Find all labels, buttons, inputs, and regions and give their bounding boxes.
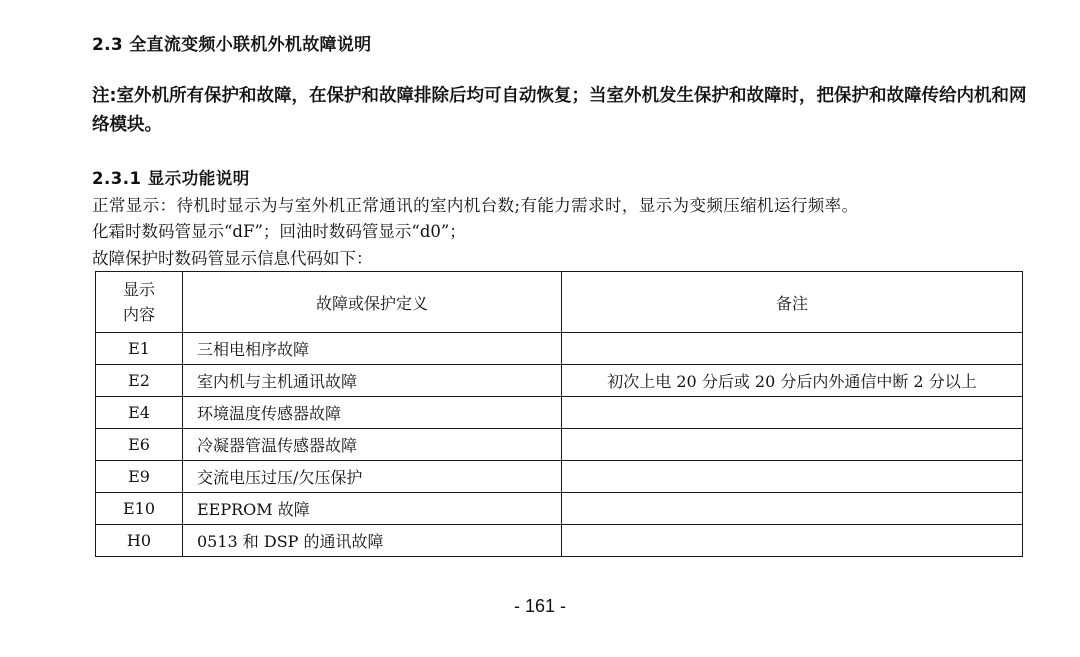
fault-remark [562, 525, 1023, 557]
fault-remark [562, 333, 1023, 365]
fault-code-table [95, 271, 1023, 557]
table-row [96, 493, 1023, 525]
header-display-content [96, 272, 183, 333]
fault-display-intro: 故障保护时数码管显示信息代码如下： [92, 249, 373, 268]
page-number: - 161 - [513, 596, 567, 616]
table-row [96, 397, 1023, 429]
fault-code: E6 [96, 429, 183, 461]
fault-code: E2 [96, 365, 183, 397]
fault-definition: 三相电相序故障 [183, 333, 562, 365]
defrost-display-description: 化霜时数码管显示“dF”；回油时数码管显示“d0”； [92, 222, 466, 241]
fault-code: E10 [96, 493, 183, 525]
table-row [96, 525, 1023, 557]
fault-remark [562, 397, 1023, 429]
fault-definition: 交流电压过压/欠压保护 [183, 461, 562, 493]
header-remark: 备注 [562, 272, 1023, 333]
header-definition: 故障或保护定义 [183, 272, 562, 333]
fault-code: E9 [96, 461, 183, 493]
fault-remark: 初次上电 20 分后或 20 分后内外通信中断 2 分以上 [562, 365, 1023, 397]
fault-definition: 室内机与主机通讯故障 [183, 365, 562, 397]
note-paragraph: 注:室外机所有保护和故障，在保护和故障排除后均可自动恢复；当室外机发生保护和故障时，把保护和故障传给内机和网络模块。 [92, 86, 1027, 135]
subsection-title: 2.3.1 显示功能说明 [92, 169, 250, 188]
fault-definition: 冷凝器管温传感器故障 [183, 429, 562, 461]
fault-remark [562, 493, 1023, 525]
section-title: 2.3 全直流变频小联机外机故障说明 [92, 35, 372, 55]
header-display-line2: 内容 [122, 305, 155, 324]
fault-definition: 0513 和 DSP 的通讯故障 [183, 525, 562, 557]
table-header-row [96, 272, 1023, 333]
fault-remark [562, 429, 1023, 461]
fault-remark [562, 461, 1023, 493]
fault-code: H0 [96, 525, 183, 557]
normal-display-description: 正常显示：待机时显示为与室外机正常通讯的室内机台数;有能力需求时，显示为变频压缩机运行频率。 [92, 196, 859, 215]
fault-definition: EEPROM 故障 [183, 493, 562, 525]
table-row [96, 333, 1023, 365]
header-display-line1: 显示 [122, 280, 155, 299]
table-row [96, 429, 1023, 461]
table-row [96, 365, 1023, 397]
fault-definition: 环境温度传感器故障 [183, 397, 562, 429]
table-row [96, 461, 1023, 493]
fault-code: E4 [96, 397, 183, 429]
fault-code: E1 [96, 333, 183, 365]
